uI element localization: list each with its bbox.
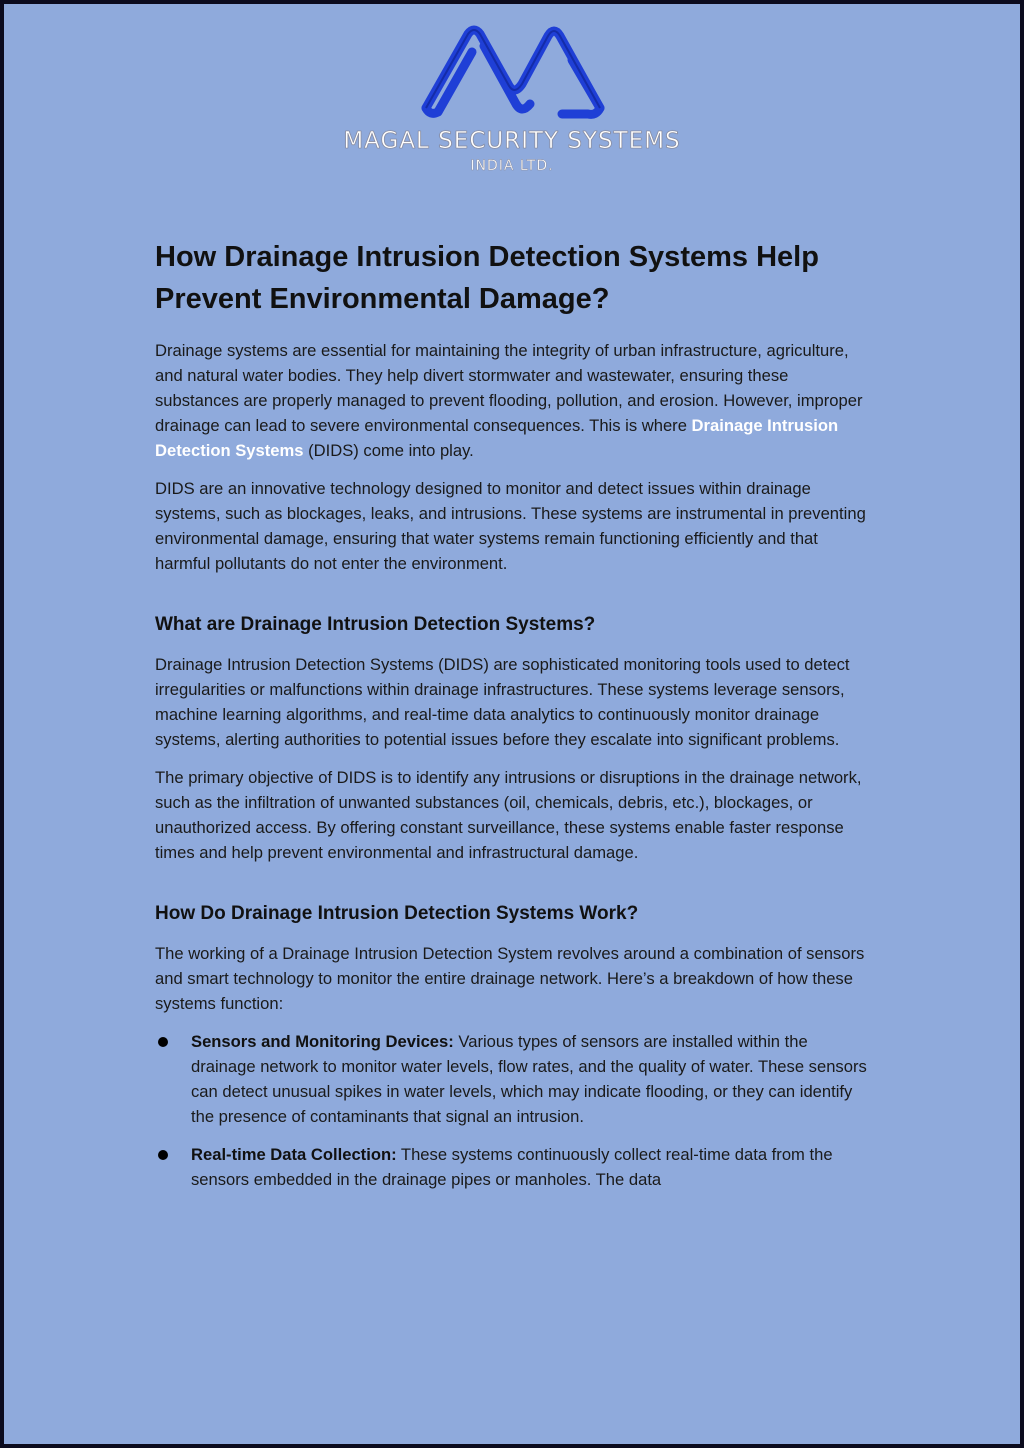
intro-paragraph-1 — [155, 338, 875, 463]
company-subtitle: INDIA LTD. — [470, 158, 554, 174]
section-heading-how-dids-work: How Do Drainage Intrusion Detection Systems Work? — [155, 903, 639, 924]
list-item — [155, 1142, 875, 1192]
bullet-icon — [158, 1037, 168, 1047]
section1-paragraph-1: Drainage Intrusion Detection Systems (DIDS) are sophisticated monitoring tools used to detect irregularities or malfunctions within drainage infrastructures. These systems leverage sensors, machine learning algorithms, and real-time data analytics to continuously monitor drainage systems, alerting authorities to potential issues before they escalate into significant problems. — [155, 655, 850, 749]
bullet-icon — [158, 1150, 168, 1160]
intro-text-after-link: (DIDS) come into play. — [303, 441, 474, 460]
article-title: How Drainage Intrusion Detection Systems Help Prevent Environmental Damage? — [155, 241, 819, 315]
section1-paragraph-2: The primary objective of DIDS is to identify any intrusions or disruptions in the drainage network, such as the infiltration of unwanted substances (oil, chemicals, debris, etc.), blockages, or unauthorized access. By offering constant surveillance, these systems enable faster response times and help prevent environmental and infrastructural damage. — [155, 768, 862, 862]
list-item-label: Real-time Data Collection: — [191, 1145, 397, 1164]
list-item-text: Various types of sensors are installed within the drainage network to monitor water levels, flow rates, and the quality of water. These sensors can detect unusual spikes in water levels, which may indicate flooding, or they can identify the presence of contaminants that signal an intrusion. — [191, 1032, 867, 1126]
company-logo — [4, 18, 1020, 174]
list-item — [155, 1029, 875, 1129]
list-item-label: Sensors and Monitoring Devices: — [191, 1032, 454, 1051]
section2-paragraph-1: The working of a Drainage Intrusion Detection System revolves around a combination of sensors and smart technology to monitor the entire drainage network. Here’s a breakdown of how these systems function: — [155, 944, 865, 1013]
dids-link[interactable]: Drainage Intrusion Detection Systems — [155, 416, 839, 460]
section-heading-what-are-dids: What are Drainage Intrusion Detection Systems? — [155, 614, 596, 635]
article-body — [155, 236, 875, 1205]
intro-text-before-link: Drainage systems are essential for maintaining the integrity of urban infrastructure, agriculture, and natural water bodies. They help divert stormwater and wastewater, ensuring these substances are properly managed to prevent flooding, pollution, and erosion. However, improper drainage can lead to severe environmental consequences. This is where — [155, 341, 863, 435]
magal-logo-mark-icon — [412, 18, 612, 122]
company-name: MAGAL SECURITY SYSTEMS — [343, 128, 681, 154]
list-item-text: These systems continuously collect real-time data from the sensors embedded in the drainage pipes or manholes. The data — [191, 1145, 833, 1189]
how-it-works-list — [155, 1029, 875, 1192]
intro-paragraph-2: DIDS are an innovative technology designed to monitor and detect issues within drainage systems, such as blockages, leaks, and intrusions. These systems are instrumental in preventing environmental damage, ensuring that water systems remain functioning efficiently and that harmful pollutants do not enter the environment. — [155, 479, 866, 573]
